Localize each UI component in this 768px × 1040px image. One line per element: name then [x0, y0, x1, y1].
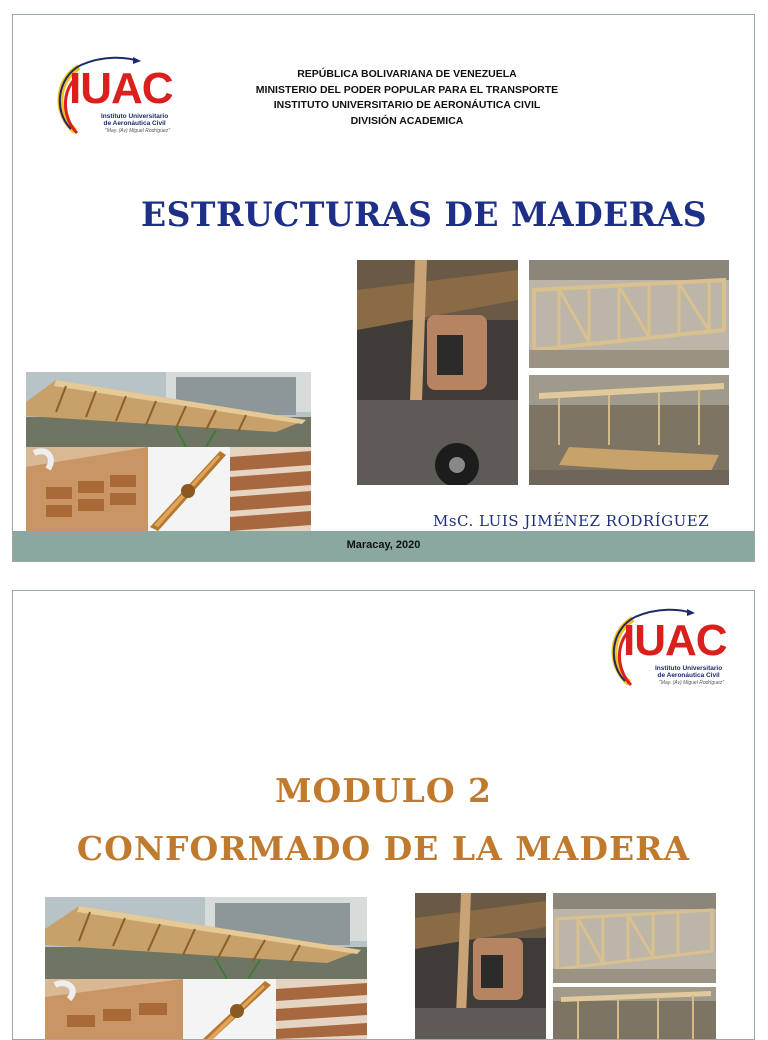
wooden-ribs-photo — [26, 447, 148, 531]
logo-wordmark: IUAC — [623, 616, 727, 665]
logo-subtitle: Instituto Universitario de Aeronáutica Civil — [655, 665, 723, 679]
logo-motto: "May. (Av) Miguel Rodríguez" — [659, 680, 725, 686]
footer-location-date: Maracay, 2020 — [346, 539, 421, 551]
fuselage-frame-photo — [529, 260, 729, 368]
header-line-2: MINISTERIO DEL PODER POPULAR PARA EL TRANSPORTE — [255, 83, 559, 96]
wing-structure-photo — [45, 897, 367, 979]
institution-header — [213, 67, 601, 129]
plywood-layers-photo — [276, 979, 367, 1039]
slide-title: ESTRUCTURAS DE MADERAS — [141, 195, 708, 235]
propeller-photo — [148, 447, 230, 531]
logo-motto: "May. (Av) Miguel Rodríguez" — [105, 128, 171, 134]
module-number-title: MODULO 2 — [274, 771, 493, 810]
slide-2 — [12, 590, 755, 1040]
author-name: MsC. LUIS JIMÉNEZ RODRÍGUEZ — [433, 512, 710, 530]
wing-structure-photo — [26, 372, 311, 447]
iuac-logo — [49, 53, 184, 145]
wooden-ribs-photo — [45, 979, 183, 1039]
slide-1 — [12, 14, 755, 562]
iuac-logo — [603, 605, 738, 697]
logo-wordmark: IUAC — [69, 64, 173, 113]
footer-bar — [13, 531, 754, 561]
module-subject-title: CONFORMADO DE LA MADERA — [76, 829, 691, 868]
logo-subtitle: Instituto Universitario de Aeronáutica Civil — [101, 113, 169, 127]
wing-assembly-photo — [529, 375, 729, 485]
propeller-photo — [183, 979, 276, 1039]
biplane-propeller-photo — [357, 260, 518, 485]
fuselage-frame-photo — [553, 893, 716, 983]
header-line-4: DIVISIÓN ACADEMICA — [350, 114, 464, 127]
biplane-propeller-photo — [415, 893, 546, 1040]
header-line-1: REPÚBLICA BOLIVARIANA DE VENEZUELA — [297, 68, 517, 80]
plywood-layers-photo — [230, 447, 311, 531]
header-line-3: INSTITUTO UNIVERSITARIO DE AERONÁUTICA CIVIL — [273, 99, 541, 111]
wing-assembly-photo — [553, 987, 716, 1040]
